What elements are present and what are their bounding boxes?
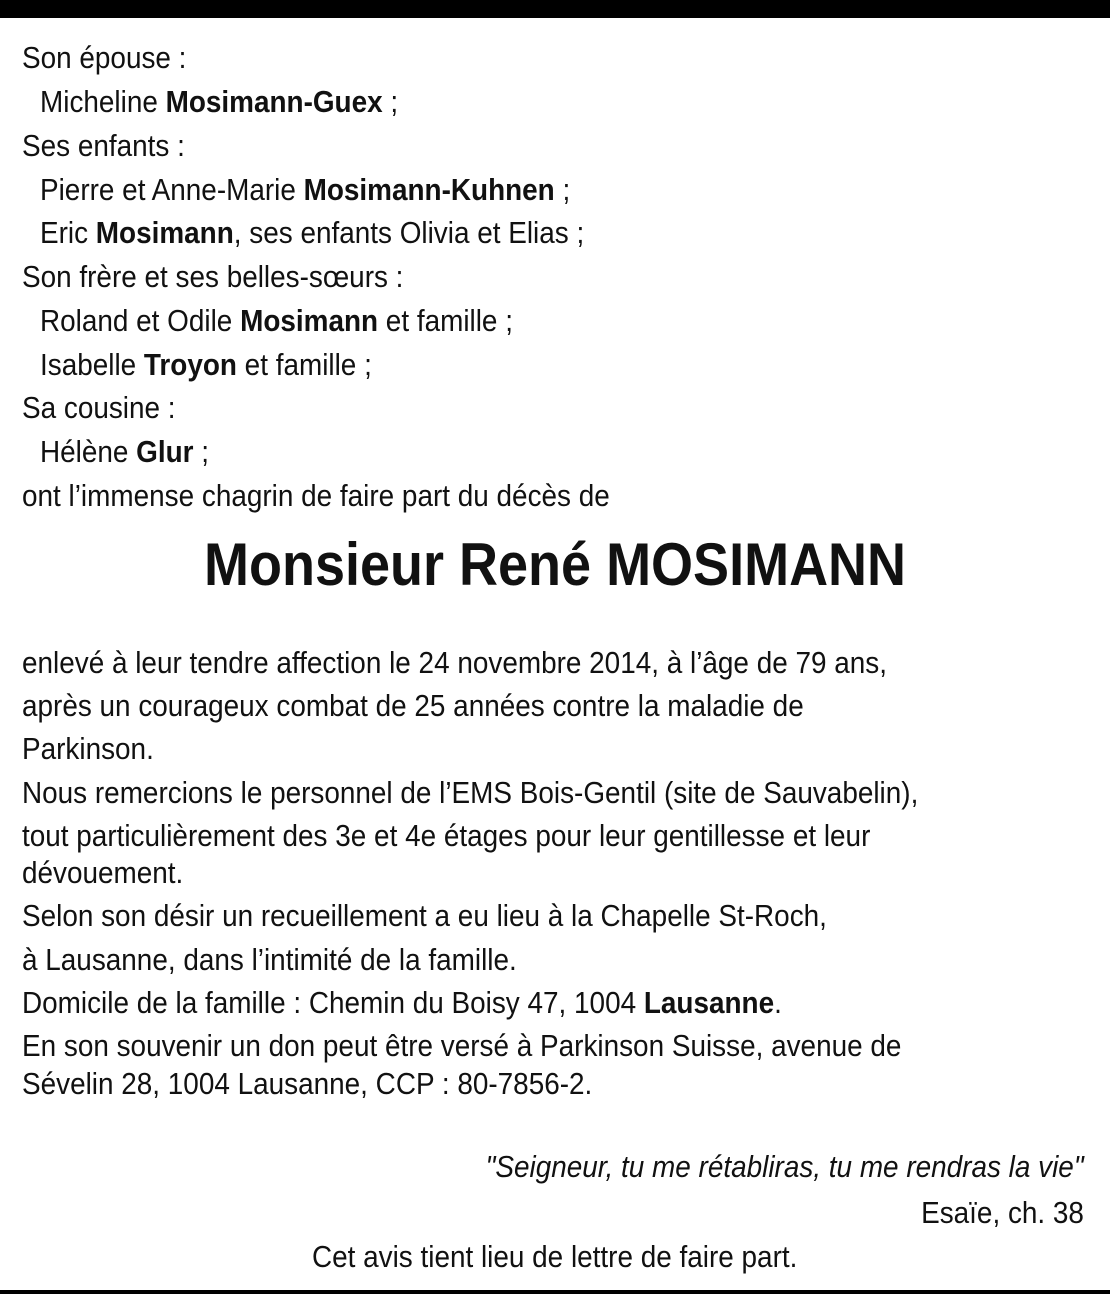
child-line [40, 172, 570, 208]
body-line: Nous remercions le personnel de l’EMS Bois-Gentil (site de Sauvabelin), [22, 775, 919, 810]
last-name: Mosimann-Guex [165, 84, 383, 119]
domicile-city: Lausanne [643, 985, 775, 1020]
last-name: Mosimann [240, 303, 379, 338]
body-line: Selon son désir un recueillement a eu lieu à la Chapelle St-Roch, [22, 898, 827, 933]
suffix: ; [193, 434, 210, 469]
first-name: Isabelle [40, 347, 144, 382]
sibling-line [40, 303, 513, 339]
body-line: après un courageux combat de 25 années contre la maladie de [22, 688, 804, 723]
last-name: Mosimann [95, 215, 234, 250]
donation-line: En son souvenir un don peut être versé à Parkinson Suisse, avenue de [22, 1028, 902, 1063]
announcement: ont l’immense chagrin de faire part du décès de [22, 478, 610, 513]
body-line: enlevé à leur tendre affection le 24 novembre 2014, à l’âge de 79 ans, [22, 645, 887, 680]
suffix: et famille ; [378, 303, 513, 338]
suffix: ; [554, 172, 571, 207]
donation-line: Sévelin 28, 1004 Lausanne, CCP : 80-7856-2. [22, 1066, 593, 1101]
first-name: Hélène [40, 434, 137, 469]
suffix: , ses enfants Olivia et Elias ; [233, 215, 585, 250]
siblings-label: Son frère et ses belles-sœurs : [22, 259, 404, 294]
closing-note [0, 1239, 1110, 1275]
body-line: Parkinson. [22, 731, 154, 766]
closing-text: Cet avis tient lieu de lettre de faire part. [312, 1239, 798, 1274]
cousin-line [40, 434, 209, 470]
deceased-name [0, 530, 1110, 600]
suffix: . [774, 985, 782, 1020]
first-name: Eric [40, 215, 96, 250]
quote-text: "Seigneur, tu me rétabliras, tu me rendras la vie" [485, 1149, 1084, 1184]
child-line [40, 215, 584, 251]
last-name: Glur [136, 434, 194, 469]
children-label: Ses enfants : [22, 128, 185, 163]
body-line: dévouement. [22, 855, 184, 890]
suffix: et famille ; [236, 347, 372, 382]
spouse-line [40, 84, 398, 120]
suffix: ; [382, 84, 399, 119]
first-name: Pierre et Anne-Marie [40, 172, 304, 207]
quote [486, 1149, 1084, 1185]
top-border [0, 0, 1110, 18]
last-name: Mosimann-Kuhnen [303, 172, 555, 207]
cousin-label: Sa cousine : [22, 390, 176, 425]
first-name: Micheline [40, 84, 166, 119]
deceased-name-text: Monsieur René MOSIMANN [203, 531, 907, 598]
body-line: tout particulièrement des 3e et 4e étages pour leur gentillesse et leur [22, 818, 871, 853]
last-name: Troyon [143, 347, 237, 382]
spouse-label: Son épouse : [22, 40, 187, 75]
sibling-line [40, 347, 372, 383]
body-line: à Lausanne, dans l’intimité de la famille. [22, 942, 517, 977]
first-name: Roland et Odile [40, 303, 241, 338]
domicile-line [22, 985, 782, 1021]
quote-source: Esaïe, ch. 38 [921, 1195, 1084, 1230]
domicile-address: Domicile de la famille : Chemin du Boisy 47, 1004 [22, 985, 644, 1020]
bottom-border [0, 1290, 1110, 1294]
